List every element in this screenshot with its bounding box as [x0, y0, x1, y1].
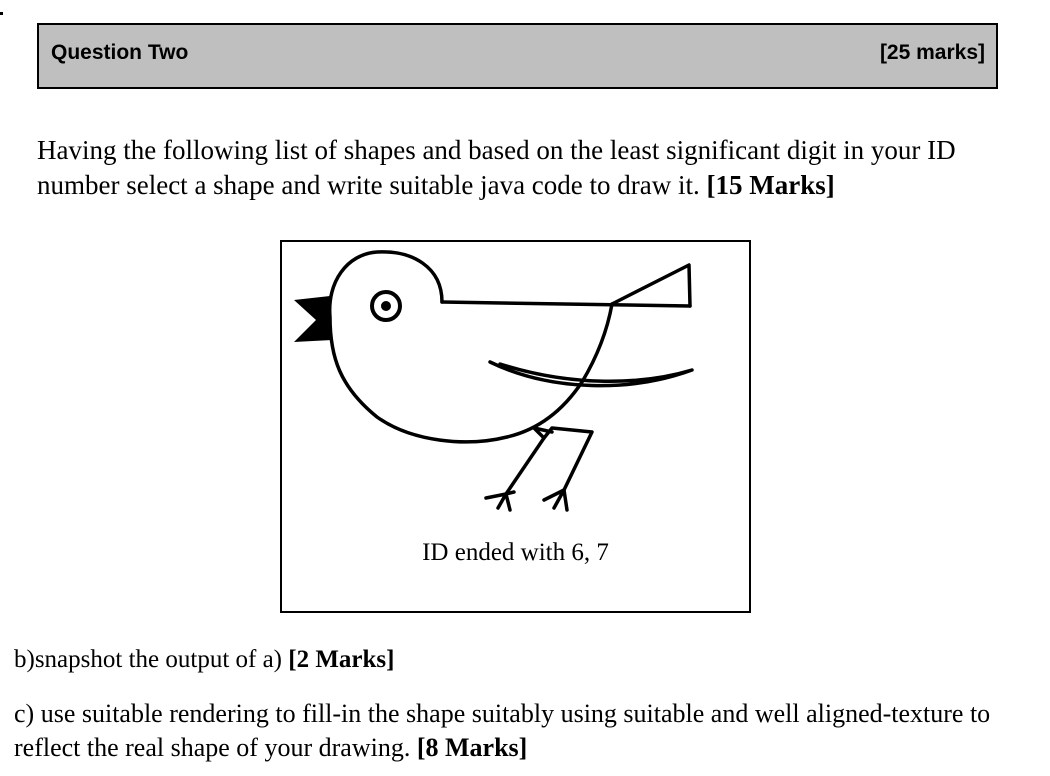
- part-c-marks: [8 Marks]: [416, 733, 528, 762]
- part-c: [14, 697, 1014, 765]
- part-c-text: c) use suitable rendering to fill-in the shape suitably using suitable and well aligned-texture to reflect the real shape of your drawing.: [14, 699, 991, 762]
- part-b-text: b)snapshot the output of a): [14, 646, 283, 673]
- bird-body-outline: [330, 252, 612, 442]
- intro-text: Having the following list of shapes and based on the least significant digit in your ID number select a shape and write suitable java code to draw it.: [37, 135, 956, 200]
- question-marks: [25 marks]: [879, 41, 985, 64]
- bird-back: [442, 302, 690, 306]
- question-header: [37, 23, 998, 89]
- bird-figure: [280, 240, 751, 613]
- bird-tail: [612, 265, 690, 306]
- bird-eye-inner: [381, 301, 391, 311]
- part-b-marks: [2 Marks]: [288, 646, 395, 673]
- intro-marks: [15 Marks]: [706, 170, 835, 200]
- corner-mark: [0, 12, 3, 15]
- figure-caption: ID ended with 6, 7: [422, 539, 609, 566]
- question-intro: [37, 133, 1017, 203]
- question-title: Question Two: [51, 41, 189, 64]
- bird-toes-front: [486, 492, 514, 510]
- bird-beak: [294, 296, 332, 342]
- bird-leg-back: [544, 428, 592, 490]
- part-b: [14, 646, 395, 674]
- bird-toes-back: [544, 490, 567, 510]
